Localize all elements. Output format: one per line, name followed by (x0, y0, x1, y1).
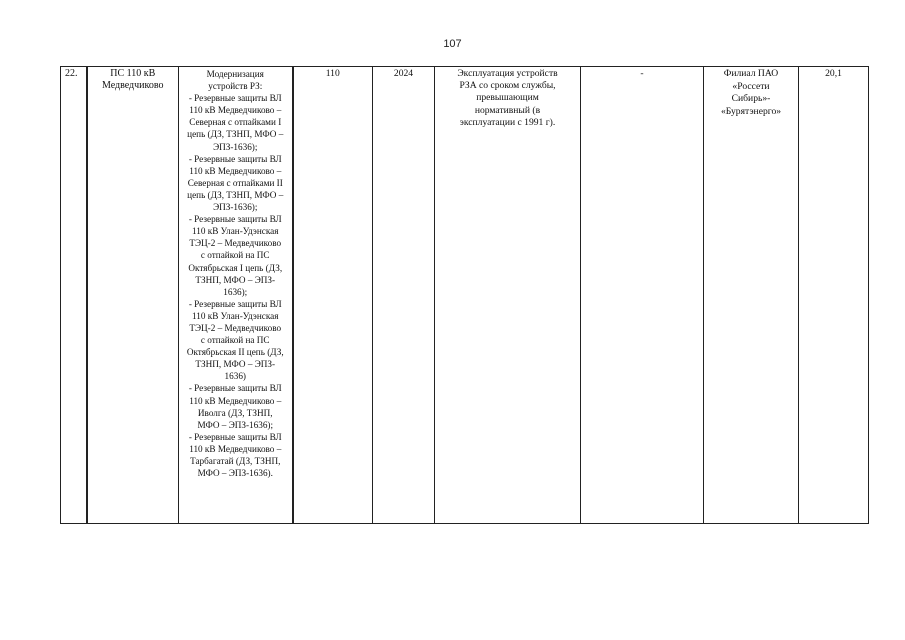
works-line: - Резервные защиты ВЛ (188, 93, 282, 104)
reason-cell (435, 67, 581, 524)
reason-line: Эксплуатация устройств (457, 68, 558, 79)
works-line: ТЭЦ-2 – Медведчиково (189, 322, 282, 333)
owner-line: Сибирь»- (731, 93, 771, 105)
works-line: устройств РЗ: (208, 81, 263, 92)
works-line: цепь (ДЗ, ТЗНП, МФО – (187, 129, 284, 140)
works-line: 1636); (223, 286, 248, 297)
substation-line: Медведчиково (101, 80, 164, 92)
works-line: с отпайкой на ПС (200, 250, 270, 261)
works-line: 110 кВ Улан-Удэнская (192, 226, 279, 237)
works-line: Тарбагатай (ДЗ, ТЗНП, (190, 456, 281, 466)
works-line: 110 кВ Медведчиково – (189, 395, 282, 406)
works-line: цепь (ДЗ, ТЗНП, МФО – (187, 189, 284, 200)
works-line: - Резервные защиты ВЛ (188, 298, 282, 309)
works-line: 110 кВ Медведчиково – (189, 165, 282, 176)
reason-line: превышающим (476, 92, 539, 104)
voltage-cell: 110 (293, 67, 373, 524)
year-cell: 2024 (373, 67, 435, 524)
works-line: ЭПЗ-1636); (213, 202, 258, 213)
works-line: 1636) (224, 371, 246, 382)
works-line: ТЗНП, МФО – ЭПЗ- (195, 274, 276, 285)
works-line: МФО – ЭПЗ-1636); (197, 419, 274, 430)
works-line: Северная с отпайками I (189, 117, 282, 128)
works-line: 110 кВ Медведчиково – (189, 443, 282, 454)
works-line: ТЗНП, МФО – ЭПЗ- (195, 359, 276, 370)
owner-line: Филиал ПАО (723, 68, 779, 79)
owner-cell (704, 67, 799, 524)
substation-line: ПС 110 кВ (110, 68, 156, 79)
works-line: Октябрьская I цепь (ДЗ, (188, 262, 283, 273)
works-line: Северная с отпайками II (187, 177, 283, 188)
works-line: - Резервные защиты ВЛ (188, 431, 282, 442)
works-line: МФО – ЭПЗ-1636). (197, 468, 273, 479)
row-number-cell: 22. (61, 67, 87, 524)
owner-line: «Бурятэнерго» (720, 105, 782, 117)
works-line: ТЭЦ-2 – Медведчиково (189, 238, 282, 249)
works-line: Модернизация (206, 69, 264, 79)
works-line: - Резервные защиты ВЛ (188, 383, 282, 394)
dash-cell: - (581, 67, 704, 524)
works-line: 110 кВ Медведчиково – (189, 105, 282, 116)
value-cell: 20,1 (799, 67, 869, 524)
substation-cell (87, 67, 179, 524)
table-row (61, 67, 869, 524)
works-line: - Резервные защиты ВЛ (188, 153, 282, 164)
works-line: 110 кВ Улан-Удэнская (192, 310, 279, 321)
owner-line: «Россети (732, 80, 770, 92)
works-line: - Резервные защиты ВЛ (188, 214, 282, 225)
data-table (60, 66, 869, 524)
works-line: с отпайкой на ПС (200, 335, 270, 346)
reason-line: нормативный (в (474, 104, 541, 116)
works-line: ЭПЗ-1636); (213, 141, 258, 152)
reason-line: РЗА со сроком службы, (459, 80, 556, 92)
page-number: 107 (443, 38, 462, 50)
works-line: Октябрьская II цепь (ДЗ, (186, 347, 284, 358)
works-line: Иволга (ДЗ, ТЗНП, (197, 407, 273, 418)
works-cell (179, 67, 293, 524)
reason-line: эксплуатации с 1991 г). (459, 116, 556, 128)
